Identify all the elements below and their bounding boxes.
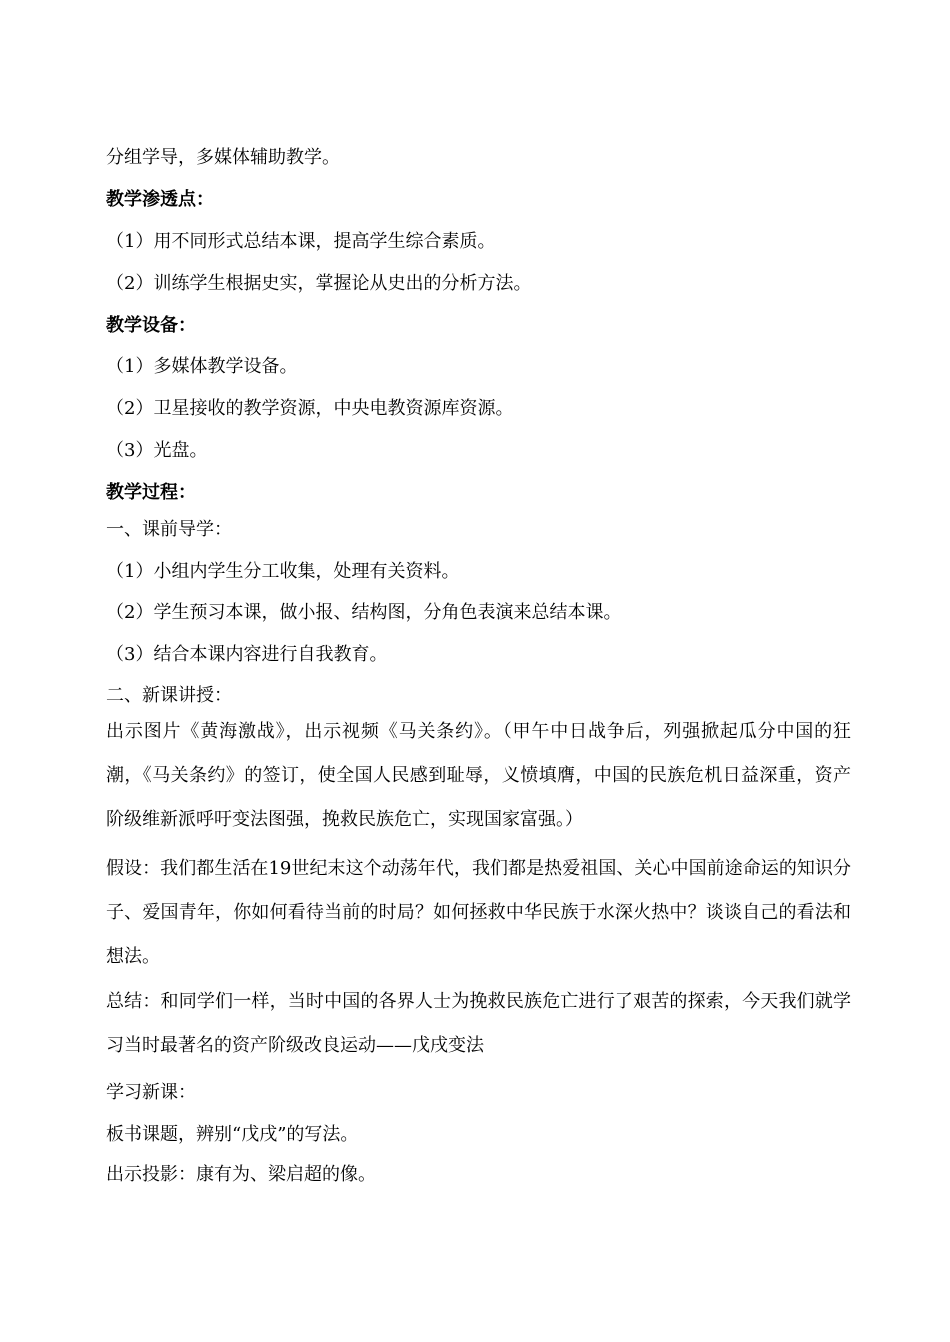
new-lesson-heading: 二、新课讲授： [106, 685, 232, 706]
assumption-paragraph: 假设：我们都生活在19世纪末这个动荡年代，我们都是热爱祖国、关心中国前途命运的知识分子、爱国青年，你如何看待当前的时局？如何拯救中华民族于水深火热中？谈谈自己的看法和想法。 [106, 858, 851, 967]
pre-class-item-2: （2）学生预习本课，做小报、结构图，分角色表演来总结本课。 [106, 602, 622, 623]
process-heading: 教学过程： [106, 482, 196, 503]
equipment-item-2: （2）卫星接收的教学资源，中央电教资源库资源。 [106, 398, 514, 419]
summary-paragraph: 总结：和同学们一样，当时中国的各界人士为挽救民族危亡进行了艰苦的探索，今天我们就学习当时最著名的资产阶级改良运动——戊戌变法 [106, 991, 851, 1056]
projection-line: 出示投影：康有为、梁启超的像。 [106, 1164, 376, 1185]
equipment-heading: 教学设备： [106, 315, 196, 336]
penetration-item-2: （2）训练学生根据史实，掌握论从史出的分析方法。 [106, 273, 532, 294]
pre-class-item-3: （3）结合本课内容进行自我教育。 [106, 644, 388, 665]
penetration-heading: 教学渗透点： [106, 189, 214, 210]
board-writing-line: 板书课题，辨别“戊戌”的写法。 [106, 1124, 359, 1145]
teaching-method-line: 分组学导，多媒体辅助教学。 [106, 147, 340, 168]
equipment-item-3: （3）光盘。 [106, 440, 208, 461]
study-new-lesson-heading: 学习新课： [106, 1082, 196, 1103]
equipment-item-1: （1）多媒体教学设备。 [106, 356, 298, 377]
penetration-item-1: （1）用不同形式总结本课，提高学生综合素质。 [106, 231, 496, 252]
intro-paragraph: 出示图片《黄海激战》，出示视频《马关条约》。（甲午中日战争后，列强掀起瓜分中国的狂潮，《马关条约》的签订，使全国人民感到耻辱，义愤填膺，中国的民族危机日益深重，资产阶级维新派呼吁变法图强，挽救民族危亡，实现国家富强。） [106, 721, 851, 830]
pre-class-item-1: （1）小组内学生分工收集，处理有关资料。 [106, 561, 460, 582]
pre-class-heading: 一、课前导学： [106, 519, 232, 540]
